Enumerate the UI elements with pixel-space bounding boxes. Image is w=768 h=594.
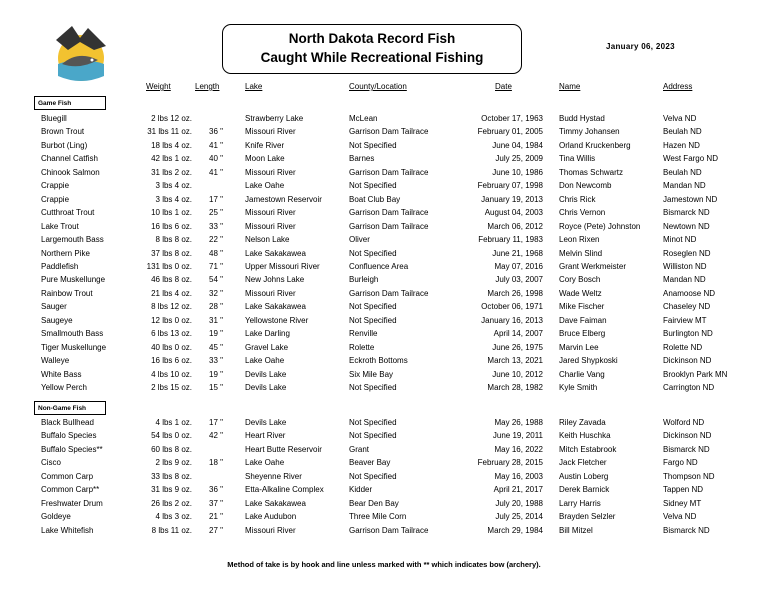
cell-county: Not Specified	[349, 471, 397, 481]
table-row	[0, 141, 768, 154]
cell-lake: Lake Sakakawea	[245, 498, 306, 508]
cell-address: Fairview MT	[663, 315, 707, 325]
table-row	[0, 418, 768, 431]
cell-date: February 07, 1998	[477, 181, 543, 191]
table-row	[0, 154, 768, 167]
cell-species: Paddlefish	[41, 261, 79, 271]
cell-weight: 8 lbs 11 oz.	[151, 525, 192, 535]
cell-address: Hazen ND	[663, 140, 700, 150]
cell-species: Burbot (Ling)	[41, 140, 88, 150]
cell-weight: 31 lbs 2 oz.	[151, 167, 192, 177]
cell-county: Not Specified	[349, 140, 397, 150]
cell-county: Oliver	[349, 235, 370, 245]
cell-name: Kyle Smith	[559, 383, 598, 392]
footnote: Method of take is by hook and line unless marked with ** which indicates bow (archery).	[227, 560, 541, 569]
cell-name: Tina Willis	[559, 154, 596, 164]
cell-date: June 04, 1984	[492, 140, 543, 150]
cell-species: Yellow Perch	[41, 383, 87, 392]
cell-species: Largemouth Bass	[41, 235, 104, 245]
cell-address: Roseglen ND	[663, 248, 711, 258]
cell-name: Bill Mitzel	[559, 525, 593, 535]
cell-lake: Moon Lake	[245, 154, 285, 164]
table-row	[0, 445, 768, 458]
cell-species: Tiger Muskellunge	[41, 342, 107, 352]
cell-date: June 10, 2012	[492, 369, 543, 379]
cell-length: 36 "	[209, 485, 223, 495]
cell-address: Jamestown ND	[663, 194, 718, 204]
cell-address: Rolette ND	[663, 342, 703, 352]
cell-address: West Fargo ND	[663, 154, 718, 164]
cell-county: Garrison Dam Tailrace	[349, 525, 429, 535]
cell-length: 19 "	[209, 329, 223, 339]
cell-weight: 4 lbs 10 oz.	[151, 369, 192, 379]
cell-weight: 31 lbs 11 oz.	[147, 127, 192, 137]
cell-length: 37 "	[209, 498, 223, 508]
table-row	[0, 329, 768, 342]
cell-address: Carrington ND	[663, 383, 715, 392]
cell-weight: 37 lbs 8 oz.	[151, 248, 192, 258]
cell-length: 33 "	[209, 221, 223, 231]
cell-length: 27 "	[209, 525, 223, 535]
cell-weight: 2 lbs 9 oz.	[155, 458, 192, 468]
cell-lake: Heart River	[245, 431, 286, 441]
cell-county: Confluence Area	[349, 261, 409, 271]
cell-length: 22 "	[209, 235, 223, 245]
cell-name: Derek Barnick	[559, 485, 610, 495]
report-date: January 06, 2023	[606, 42, 675, 51]
cell-name: Chris Rick	[559, 194, 596, 204]
cell-name: Wade Weltz	[559, 288, 602, 298]
cell-date: July 25, 2009	[495, 154, 543, 164]
cell-date: February 11, 1983	[478, 235, 543, 245]
cell-address: Brooklyn Park MN	[663, 369, 728, 379]
cell-species: Goldeye	[41, 512, 71, 522]
cell-length: 17 "	[209, 418, 223, 427]
cell-lake: Devils Lake	[245, 369, 287, 379]
cell-name: Chris Vernon	[559, 208, 606, 218]
cell-species: Brown Trout	[41, 127, 85, 137]
cell-date: October 06, 1971	[481, 302, 543, 312]
cell-weight: 40 lbs 0 oz.	[151, 342, 192, 352]
cell-address: Bismarck ND	[663, 208, 710, 218]
cell-species: Sauger	[41, 302, 67, 312]
cell-county: Not Specified	[349, 418, 397, 427]
cell-address: Beulah ND	[663, 127, 702, 137]
cell-date: February 01, 2005	[477, 127, 543, 137]
cell-date: March 13, 2021	[487, 356, 543, 366]
cell-county: Barnes	[349, 154, 375, 164]
cell-species: Smallmouth Bass	[41, 329, 104, 339]
cell-county: Garrison Dam Tailrace	[349, 221, 429, 231]
cell-length: 36 "	[209, 127, 223, 137]
cell-species: Cutthroat Trout	[41, 208, 95, 218]
cell-date: May 26, 1988	[494, 418, 543, 427]
table-row	[0, 249, 768, 262]
col-county: County/Location	[349, 82, 407, 91]
cell-name: Timmy Johansen	[559, 127, 620, 137]
cell-length: 33 "	[209, 356, 223, 366]
cell-species: Freshwater Drum	[41, 498, 103, 508]
cell-length: 41 "	[209, 140, 223, 150]
cell-lake: Gravel Lake	[245, 342, 289, 352]
cell-county: Boat Club Bay	[349, 194, 401, 204]
cell-weight: 26 lbs 2 oz.	[151, 498, 192, 508]
cell-lake: Sheyenne River	[245, 471, 302, 481]
cell-address: Burlington ND	[663, 329, 713, 339]
cell-weight: 18 lbs 4 oz.	[151, 140, 192, 150]
cell-county: Six Mile Bay	[349, 369, 394, 379]
cell-address: Tappen ND	[663, 485, 704, 495]
cell-name: Jack Fletcher	[559, 458, 607, 468]
cell-species: White Bass	[41, 369, 82, 379]
cell-lake: Missouri River	[245, 525, 296, 535]
table-row	[0, 289, 768, 302]
cell-address: Anamoose ND	[663, 288, 716, 298]
cell-species: Walleye	[41, 356, 70, 366]
cell-species: Chinook Salmon	[41, 167, 100, 177]
cell-lake: Heart Butte Reservoir	[245, 444, 322, 454]
cell-date: August 04, 2003	[484, 208, 543, 218]
cell-name: Don Newcomb	[559, 181, 612, 191]
cell-length: 17 "	[209, 194, 223, 204]
cell-weight: 131 lbs 0 oz.	[146, 261, 192, 271]
cell-weight: 2 lbs 15 oz.	[151, 383, 192, 392]
cell-lake: Lake Sakakawea	[245, 248, 306, 258]
cell-length: 32 "	[209, 288, 223, 298]
cell-name: Mike Fischer	[559, 302, 605, 312]
cell-county: Burleigh	[349, 275, 379, 285]
cell-date: May 16, 2003	[494, 471, 543, 481]
table-row	[0, 526, 768, 539]
cell-lake: Lake Audubon	[245, 512, 297, 522]
cell-address: Velva ND	[663, 512, 697, 522]
table-row	[0, 370, 768, 383]
col-date: Date	[495, 82, 512, 91]
col-length: Length	[195, 82, 220, 91]
table-row	[0, 114, 768, 127]
cell-lake: Jamestown Reservoir	[245, 194, 322, 204]
cell-weight: 16 lbs 6 oz.	[151, 356, 192, 366]
cell-weight: 16 lbs 6 oz.	[151, 221, 192, 231]
cell-length: 31 "	[209, 315, 223, 325]
cell-species: Lake Whitefish	[41, 525, 94, 535]
cell-date: February 28, 2015	[477, 458, 543, 468]
table-row	[0, 316, 768, 329]
cell-county: Garrison Dam Tailrace	[349, 288, 429, 298]
cell-weight: 54 lbs 0 oz.	[151, 431, 192, 441]
cell-county: Beaver Bay	[349, 458, 391, 468]
cell-lake: Devils Lake	[245, 383, 287, 392]
cell-county: Not Specified	[349, 431, 397, 441]
cell-length: 15 "	[209, 383, 223, 392]
cell-date: July 25, 2014	[495, 512, 543, 522]
cell-lake: Lake Oahe	[245, 458, 285, 468]
col-lake: Lake	[245, 82, 263, 91]
cell-species: Cisco	[41, 458, 62, 468]
cell-length: 28 "	[209, 302, 223, 312]
cell-lake: Etta-Alkaline Complex	[245, 485, 324, 495]
table-row	[0, 302, 768, 315]
cell-lake: Missouri River	[245, 221, 296, 231]
cell-address: Chaseley ND	[663, 302, 711, 312]
title-box	[222, 24, 522, 74]
cell-length: 18 "	[209, 458, 223, 468]
cell-address: Williston ND	[663, 261, 707, 271]
cell-name: Keith Huschka	[559, 431, 611, 441]
cell-name: Mitch Estabrook	[559, 444, 617, 454]
cell-species: Lake Trout	[41, 221, 79, 231]
table-row	[0, 168, 768, 181]
cell-address: Minot ND	[663, 235, 697, 245]
table-row	[0, 275, 768, 288]
title-line1: North Dakota Record Fish	[288, 31, 456, 46]
table-row	[0, 181, 768, 194]
cell-length: 42 "	[209, 431, 223, 441]
cell-county: Three Mile Corn	[349, 512, 407, 522]
cell-date: January 19, 2013	[481, 194, 543, 204]
cell-county: Not Specified	[349, 315, 397, 325]
table-row	[0, 499, 768, 512]
table-row	[0, 195, 768, 208]
cell-species: Crappie	[41, 181, 70, 191]
cell-species: Northern Pike	[41, 248, 90, 258]
cell-county: Not Specified	[349, 181, 397, 191]
cell-weight: 46 lbs 8 oz.	[151, 275, 192, 285]
cell-species: Saugeye	[41, 315, 73, 325]
cell-county: Not Specified	[349, 302, 397, 312]
cell-species: Buffalo Species**	[41, 444, 103, 454]
table-row	[0, 343, 768, 356]
cell-lake: Missouri River	[245, 288, 296, 298]
cell-name: Dave Faiman	[559, 315, 607, 325]
cell-address: Newtown ND	[663, 221, 710, 231]
cell-date: March 26, 1998	[487, 288, 543, 298]
cell-address: Velva ND	[663, 114, 697, 123]
cell-lake: Lake Oahe	[245, 181, 285, 191]
cell-name: Jared Shypkoski	[559, 356, 618, 366]
cell-county: McLean	[349, 114, 378, 123]
cell-date: June 10, 1986	[492, 167, 543, 177]
cell-weight: 4 lbs 3 oz.	[155, 512, 192, 522]
cell-date: January 16, 2013	[481, 315, 543, 325]
table-row	[0, 472, 768, 485]
cell-date: March 06, 2012	[487, 221, 543, 231]
cell-length: 71 "	[209, 261, 223, 271]
col-address: Address	[663, 82, 693, 91]
table-row	[0, 431, 768, 444]
cell-lake: Missouri River	[245, 167, 296, 177]
col-weight: Weight	[146, 82, 171, 91]
cell-weight: 21 lbs 4 oz.	[151, 288, 192, 298]
cell-lake: Missouri River	[245, 127, 296, 137]
cell-lake: Lake Oahe	[245, 356, 285, 366]
cell-county: Bear Den Bay	[349, 498, 399, 508]
cell-species: Buffalo Species	[41, 431, 97, 441]
cell-date: May 07, 2016	[494, 261, 543, 271]
cell-lake: Strawberry Lake	[245, 114, 304, 123]
cell-date: March 28, 1982	[487, 383, 543, 392]
cell-species: Rainbow Trout	[41, 288, 93, 298]
table-row	[0, 262, 768, 275]
cell-length: 54 "	[209, 275, 223, 285]
table-row	[0, 235, 768, 248]
cell-weight: 8 lbs 8 oz.	[155, 235, 192, 245]
cell-address: Dickinson ND	[663, 431, 712, 441]
cell-date: June 21, 1968	[492, 248, 543, 258]
section-non-game-fish: Non-Game Fish	[34, 401, 106, 415]
cell-date: June 19, 2011	[492, 431, 543, 441]
cell-date: April 14, 2007	[493, 329, 543, 339]
cell-county: Garrison Dam Tailrace	[349, 167, 429, 177]
cell-weight: 4 lbs 1 oz.	[155, 418, 192, 427]
cell-date: June 26, 1975	[492, 342, 543, 352]
cell-lake: Devils Lake	[245, 418, 287, 427]
cell-address: Bismarck ND	[663, 444, 710, 454]
cell-county: Garrison Dam Tailrace	[349, 127, 429, 137]
cell-name: Larry Harris	[559, 498, 601, 508]
cell-date: May 16, 2022	[494, 444, 543, 454]
cell-address: Wolford ND	[663, 418, 705, 427]
cell-length: 25 "	[209, 208, 223, 218]
cell-name: Budd Hystad	[559, 114, 605, 123]
table-row	[0, 208, 768, 221]
fish-logo-icon	[50, 20, 112, 86]
table-row	[0, 458, 768, 471]
cell-address: Fargo ND	[663, 458, 698, 468]
cell-name: Brayden Selzler	[559, 512, 616, 522]
cell-county: Not Specified	[349, 248, 397, 258]
cell-lake: Knife River	[245, 140, 285, 150]
cell-length: 21 "	[209, 512, 223, 522]
cell-lake: Yellowstone River	[245, 315, 309, 325]
cell-address: Beulah ND	[663, 167, 702, 177]
cell-species: Black Bullhead	[41, 418, 94, 427]
cell-name: Leon Rixen	[559, 235, 600, 245]
cell-lake: Lake Darling	[245, 329, 290, 339]
cell-address: Mandan ND	[663, 275, 706, 285]
cell-weight: 33 lbs 8 oz.	[151, 471, 192, 481]
cell-name: Charlie Vang	[559, 369, 605, 379]
cell-weight: 10 lbs 1 oz.	[151, 208, 192, 218]
cell-county: Eckroth Bottoms	[349, 356, 408, 366]
cell-date: March 29, 1984	[487, 525, 543, 535]
cell-weight: 31 lbs 9 oz.	[151, 485, 192, 495]
cell-length: 40 "	[209, 154, 223, 164]
cell-weight: 3 lbs 4 oz.	[155, 194, 192, 204]
cell-length: 19 "	[209, 369, 223, 379]
cell-species: Crappie	[41, 194, 70, 204]
cell-name: Melvin Slind	[559, 248, 603, 258]
cell-address: Bismarck ND	[663, 525, 710, 535]
cell-date: October 17, 1963	[481, 114, 543, 123]
cell-name: Grant Werkmeister	[559, 261, 626, 271]
cell-name: Marvin Lee	[559, 342, 599, 352]
table-row	[0, 485, 768, 498]
cell-name: Bruce Elberg	[559, 329, 606, 339]
cell-weight: 2 lbs 12 oz.	[151, 114, 192, 123]
cell-weight: 3 lbs 4 oz.	[155, 181, 192, 191]
cell-species: Common Carp	[41, 471, 94, 481]
cell-lake: Upper Missouri River	[245, 261, 320, 271]
cell-address: Dickinson ND	[663, 356, 712, 366]
cell-county: Not Specified	[349, 383, 397, 392]
cell-species: Pure Muskellunge	[41, 275, 106, 285]
cell-name: Austin Loberg	[559, 471, 609, 481]
col-name: Name	[559, 82, 581, 91]
cell-weight: 12 lbs 0 oz.	[151, 315, 192, 325]
cell-lake: New Johns Lake	[245, 275, 305, 285]
title-line2: Caught While Recreational Fishing	[260, 50, 484, 65]
table-row	[0, 222, 768, 235]
cell-length: 41 "	[209, 167, 223, 177]
cell-lake: Lake Sakakawea	[245, 302, 306, 312]
cell-lake: Nelson Lake	[245, 235, 290, 245]
cell-lake: Missouri River	[245, 208, 296, 218]
cell-name: Riley Zavada	[559, 418, 606, 427]
cell-county: Renville	[349, 329, 378, 339]
cell-weight: 8 lbs 12 oz.	[151, 302, 192, 312]
table-row	[0, 356, 768, 369]
cell-county: Rolette	[349, 342, 375, 352]
cell-address: Thompson ND	[663, 471, 715, 481]
cell-county: Grant	[349, 444, 370, 454]
cell-date: April 21, 2017	[493, 485, 543, 495]
cell-weight: 60 lbs 8 oz.	[151, 444, 192, 454]
cell-species: Common Carp**	[41, 485, 100, 495]
cell-weight: 6 lbs 13 oz.	[151, 329, 192, 339]
table-row	[0, 127, 768, 140]
cell-address: Sidney MT	[663, 498, 702, 508]
cell-county: Garrison Dam Tailrace	[349, 208, 429, 218]
cell-weight: 42 lbs 1 oz.	[151, 154, 192, 164]
cell-address: Mandan ND	[663, 181, 706, 191]
cell-name: Thomas Schwartz	[559, 167, 624, 177]
cell-species: Channel Catfish	[41, 154, 98, 164]
cell-name: Cory Bosch	[559, 275, 601, 285]
table-row	[0, 383, 768, 396]
cell-county: Kidder	[349, 485, 373, 495]
cell-species: Bluegill	[41, 114, 67, 123]
cell-date: July 03, 2007	[495, 275, 543, 285]
cell-date: July 20, 1988	[495, 498, 543, 508]
cell-length: 45 "	[209, 342, 223, 352]
table-row	[0, 512, 768, 525]
cell-name: Royce (Pete) Johnston	[559, 221, 641, 231]
section-game-fish: Game Fish	[34, 96, 106, 110]
cell-name: Orland Kruckenberg	[559, 140, 631, 150]
cell-length: 48 "	[209, 248, 223, 258]
